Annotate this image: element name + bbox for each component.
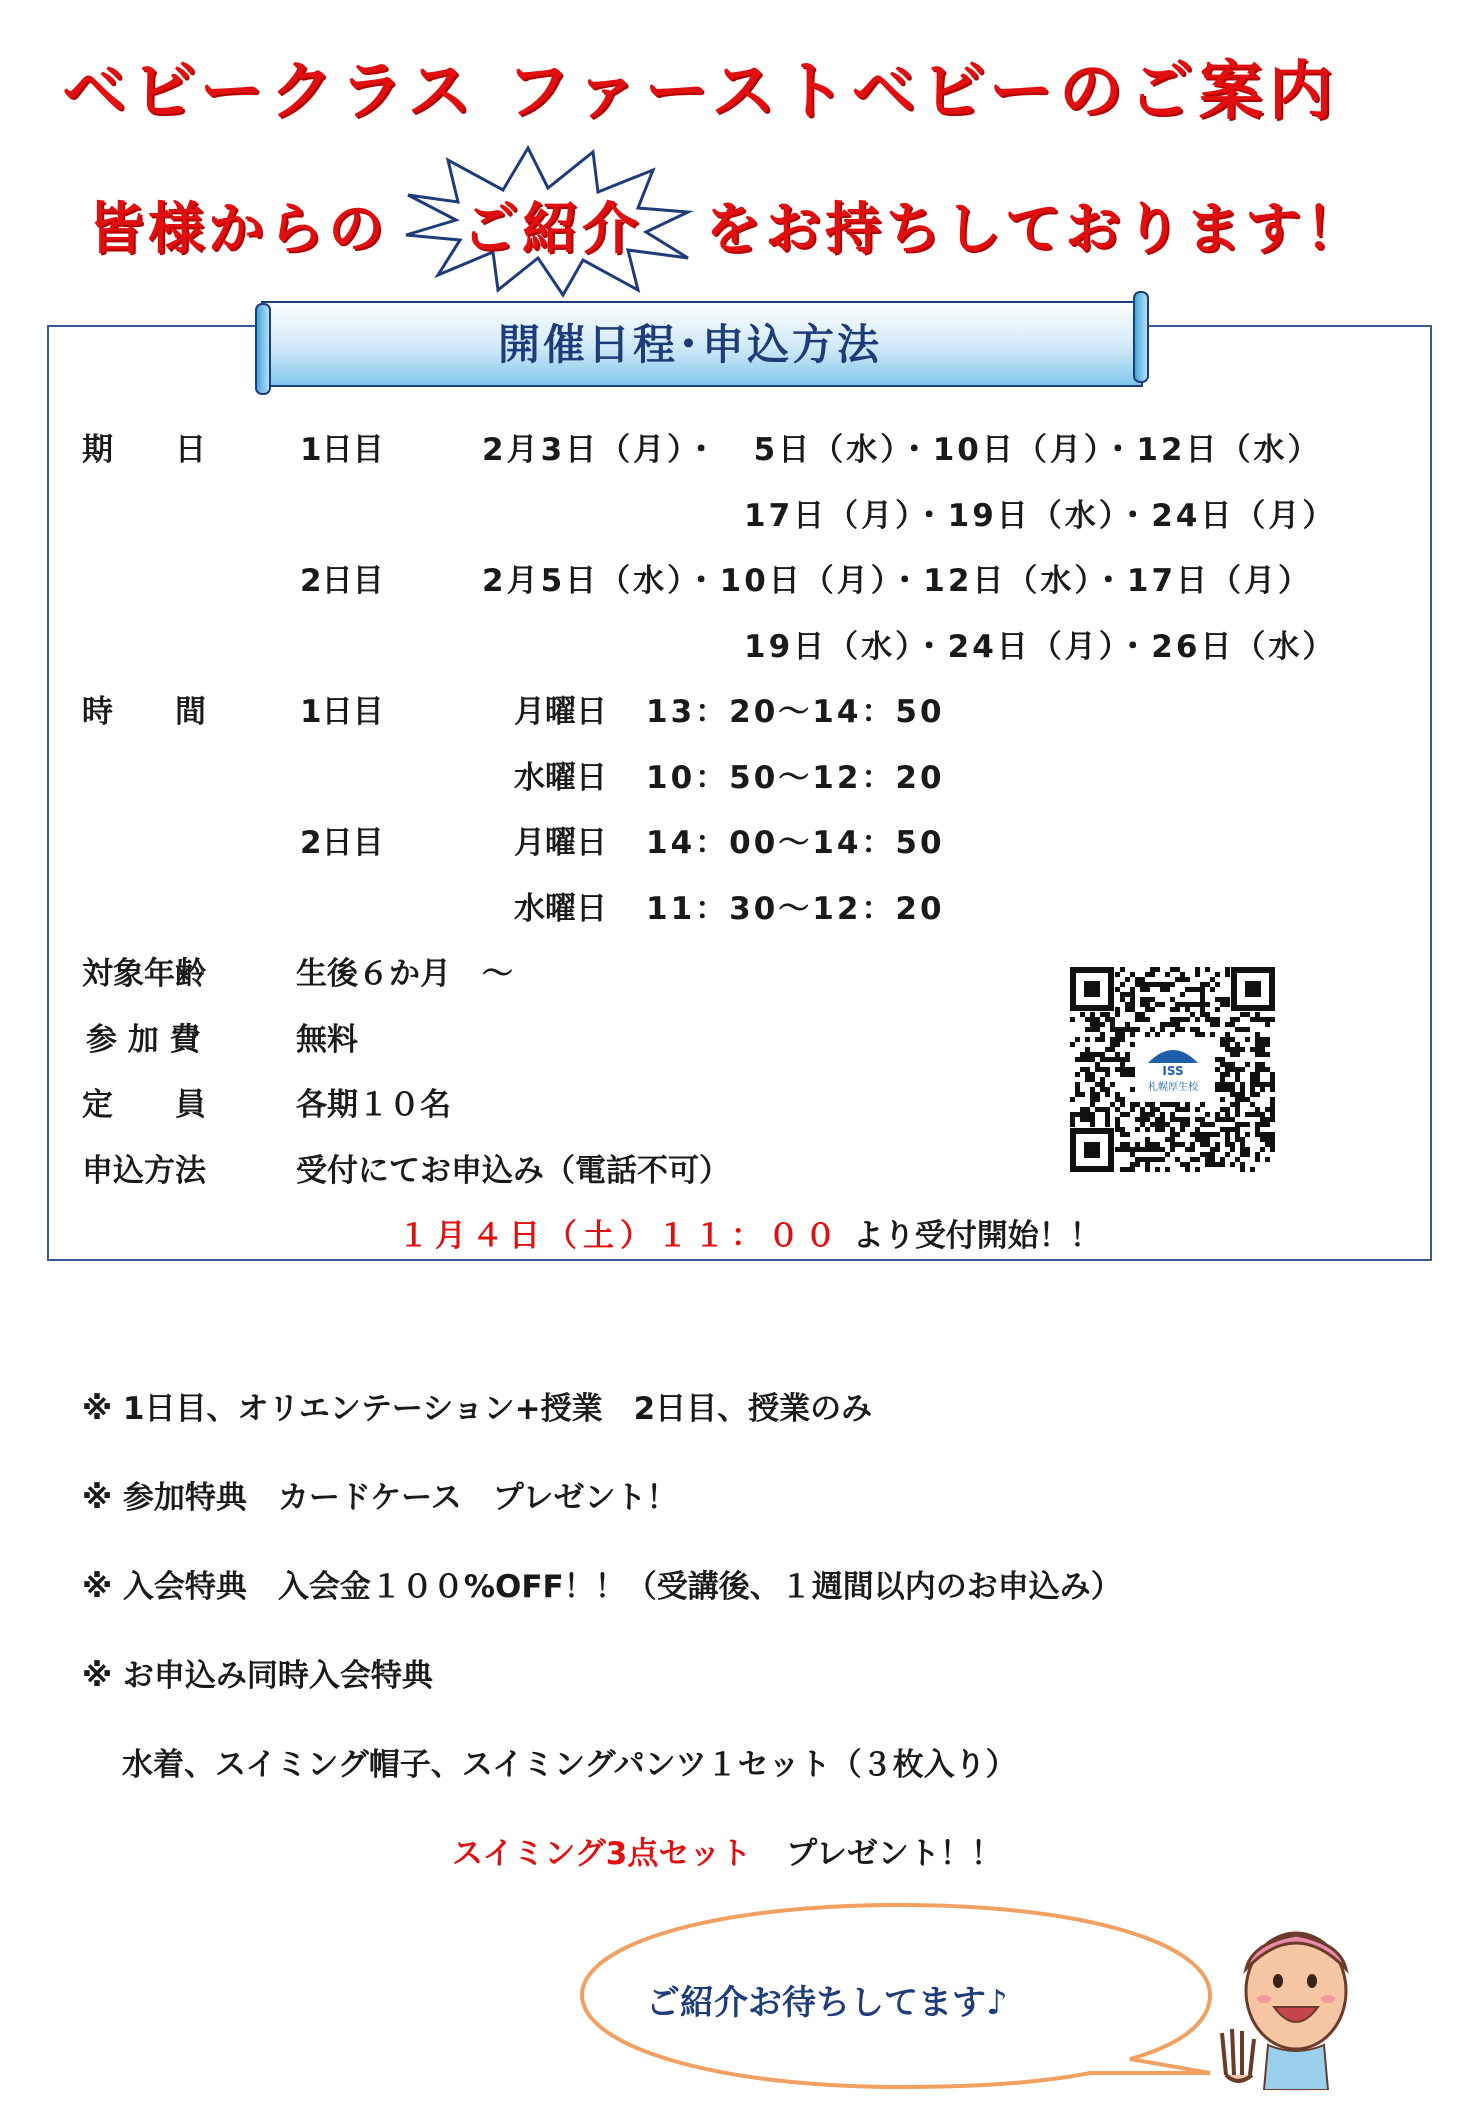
time-range: 14：00～14：50 — [646, 825, 945, 861]
time-weekday: 月曜日 — [514, 825, 607, 861]
capacity-value: 各期１０名 — [296, 1087, 451, 1123]
age-value: 生後６か月 ～ — [296, 956, 513, 992]
time-weekday: 月曜日 — [514, 694, 607, 730]
registration-start — [398, 1210, 1101, 1255]
time-range: 13：20～14：50 — [646, 694, 945, 730]
note-item: ※ 1日目、オリエンテーション+授業 2日目、授業のみ — [82, 1391, 873, 1427]
subtitle-after: をお持ちしております！ — [705, 197, 1365, 262]
note-item: ※ 入会特典 入会金１００%OFF！！（受講後、１週間以内のお申込み） — [82, 1569, 1122, 1605]
note-item: ※ 参加特典 カードケース プレゼント！ — [82, 1480, 678, 1516]
registration-start-text: より受付開始！！ — [852, 1218, 1101, 1254]
subtitle-burst: ご紹介 — [462, 197, 642, 262]
mascot-illustration — [1208, 1925, 1358, 2090]
capacity-label: 定 員 — [82, 1087, 206, 1123]
period-day1-line1: 2月3日（月）・ 5日（水）・10日（月）・12日（水） — [482, 432, 1322, 468]
period-day1-label: 1日目 — [300, 432, 384, 468]
note-item: ※ お申込み同時入会特典 — [82, 1658, 433, 1694]
banner-title: 開催日程･申込方法 — [498, 320, 883, 369]
bubble-text: ご紹介お待ちしてます♪ — [646, 1983, 1008, 2023]
note-item: 水着、スイミング帽子、スイミングパンツ１セット（３枚入り） — [122, 1747, 1017, 1783]
time-weekday: 水曜日 — [514, 891, 607, 927]
apply-value: 受付にてお申込み（電話不可） — [296, 1153, 730, 1189]
period-day2-label: 2日目 — [300, 563, 384, 599]
age-label: 対象年齢 — [82, 956, 206, 992]
time-range: 11：30～12：20 — [646, 891, 945, 927]
present-line — [452, 1828, 1002, 1873]
qr-code[interactable] — [1070, 967, 1275, 1172]
fee-value: 無料 — [296, 1022, 358, 1058]
time-weekday: 水曜日 — [514, 760, 607, 796]
qr-logo-mark: ISS — [1162, 1064, 1184, 1078]
present-rest: プレゼント！！ — [786, 1836, 1002, 1872]
time-label: 時 間 — [82, 694, 206, 730]
period-day1-line2: 17日（月）・19日（水）・24日（月） — [744, 498, 1337, 534]
qr-logo-text: 札幌厚生校 — [1148, 1082, 1198, 1093]
time-day2-label: 2日目 — [300, 825, 384, 861]
registration-start-date: １月４日（土）１１：００ — [398, 1218, 842, 1254]
present-red: スイミング3点セット — [452, 1836, 752, 1872]
time-day1-label: 1日目 — [300, 694, 384, 730]
period-day2-line1: 2月5日（水）・10日（月）・12日（水）・17日（月） — [482, 563, 1313, 599]
apply-label: 申込方法 — [82, 1153, 206, 1189]
period-label: 期 日 — [82, 432, 206, 468]
fee-label: 参 加 費 — [86, 1022, 201, 1058]
period-day2-line2: 19日（水）・24日（月）・26日（水） — [744, 629, 1337, 665]
subtitle-before: 皆様からの — [88, 197, 388, 262]
time-range: 10：50～12：20 — [646, 760, 945, 796]
page-title: ベビークラス ファーストベビーのご案内 — [62, 55, 1339, 129]
